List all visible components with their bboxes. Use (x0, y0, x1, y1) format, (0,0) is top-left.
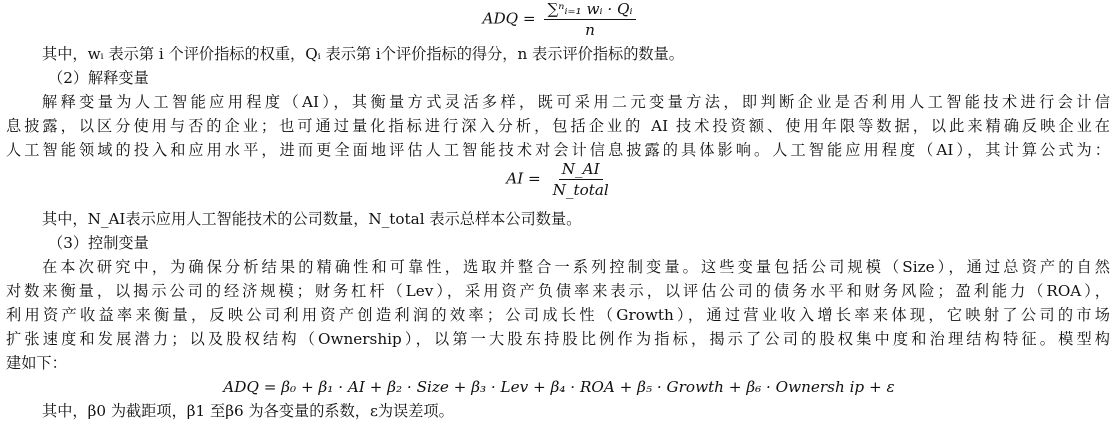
adq-formula-lhs: ADQ = (482, 9, 536, 28)
ai-formula-fraction (550, 160, 612, 199)
paragraph-control-line-3: 利用资产收益率来衡量，反映公司利用资产创造利润的效率；公司成长性（Growth），通过营业收入增长率来体现，它映射了公司的市场 (6, 306, 1110, 324)
paragraph-control-line-2: 对数来衡量，以揭示公司的经济规模；财务杠杆（Lev），采用资产负债率来表示，以评估公司的债务水平和财务风险；盈利能力（ROA）， (6, 282, 1110, 300)
adq-formula-numerator: ∑ⁿᵢ₌₁ wᵢ · Qᵢ (544, 0, 635, 20)
regression-model-formula: ADQ = β₀ + β₁ · AI + β₂ · Size + β₃ · Lev + β₄ · ROA + β₅ · Growth + β₆ · Ownersh ip + ε (223, 378, 895, 396)
coefficient-explanation: 其中，β0 为截距项，β1 至β6 为各变量的系数，ε为误差项。 (42, 402, 454, 420)
ai-explanation: 其中，N_AI表示应用人工智能技术的公司数量，N_total 表示总样本公司数量。 (42, 210, 582, 228)
ai-formula-denominator: N_total (552, 181, 609, 199)
adq-formula (0, 0, 1118, 39)
ai-formula-lhs: AI = (506, 169, 541, 188)
paragraph-control-line-5: 建如下： (6, 354, 67, 372)
adq-explanation: 其中，wᵢ 表示第 i 个评价指标的权重，Qᵢ 表示第 i个评价指标的得分，n 表示评价指标的数量。 (42, 45, 684, 63)
section-heading-control: （3）控制变量 (48, 234, 149, 252)
paragraph-ai-line-1: 解释变量为人工智能应用程度（AI），其衡量方式灵活多样，既可采用二元变量方法，即判断企业是否利用人工智能技术进行会计信 (42, 93, 1110, 111)
paragraph-control-line-4: 扩张速度和发展潜力；以及股权结构（Ownership），以第一大股东持股比例作为指标，揭示了公司的股权集中度和治理结构特征。模型构 (6, 330, 1110, 348)
paragraph-ai-line-3: 人工智能领域的投入和应用水平，进而更全面地评估人工智能技术对会计信息披露的具体影响。人工智能应用程度（AI），其计算公式为： (6, 141, 1110, 159)
section-heading-explanatory: （2）解释变量 (48, 69, 149, 87)
paragraph-ai-line-2: 息披露，以区分使用与否的企业；也可通过量化指标进行深入分析，包括企业的 AI 技术投资额、使用年限等数据，以此来精确反映企业在 (6, 117, 1110, 135)
paragraph-control-line-1: 在本次研究中，为确保分析结果的精确性和可靠性，选取并整合一系列控制变量。这些变量包括公司规模（Size），通过总资产的自然 (42, 258, 1110, 276)
adq-formula-denominator: n (585, 21, 595, 39)
adq-formula-fraction (544, 0, 635, 39)
ai-formula (0, 160, 1118, 199)
ai-formula-numerator: N_AI (559, 160, 603, 180)
